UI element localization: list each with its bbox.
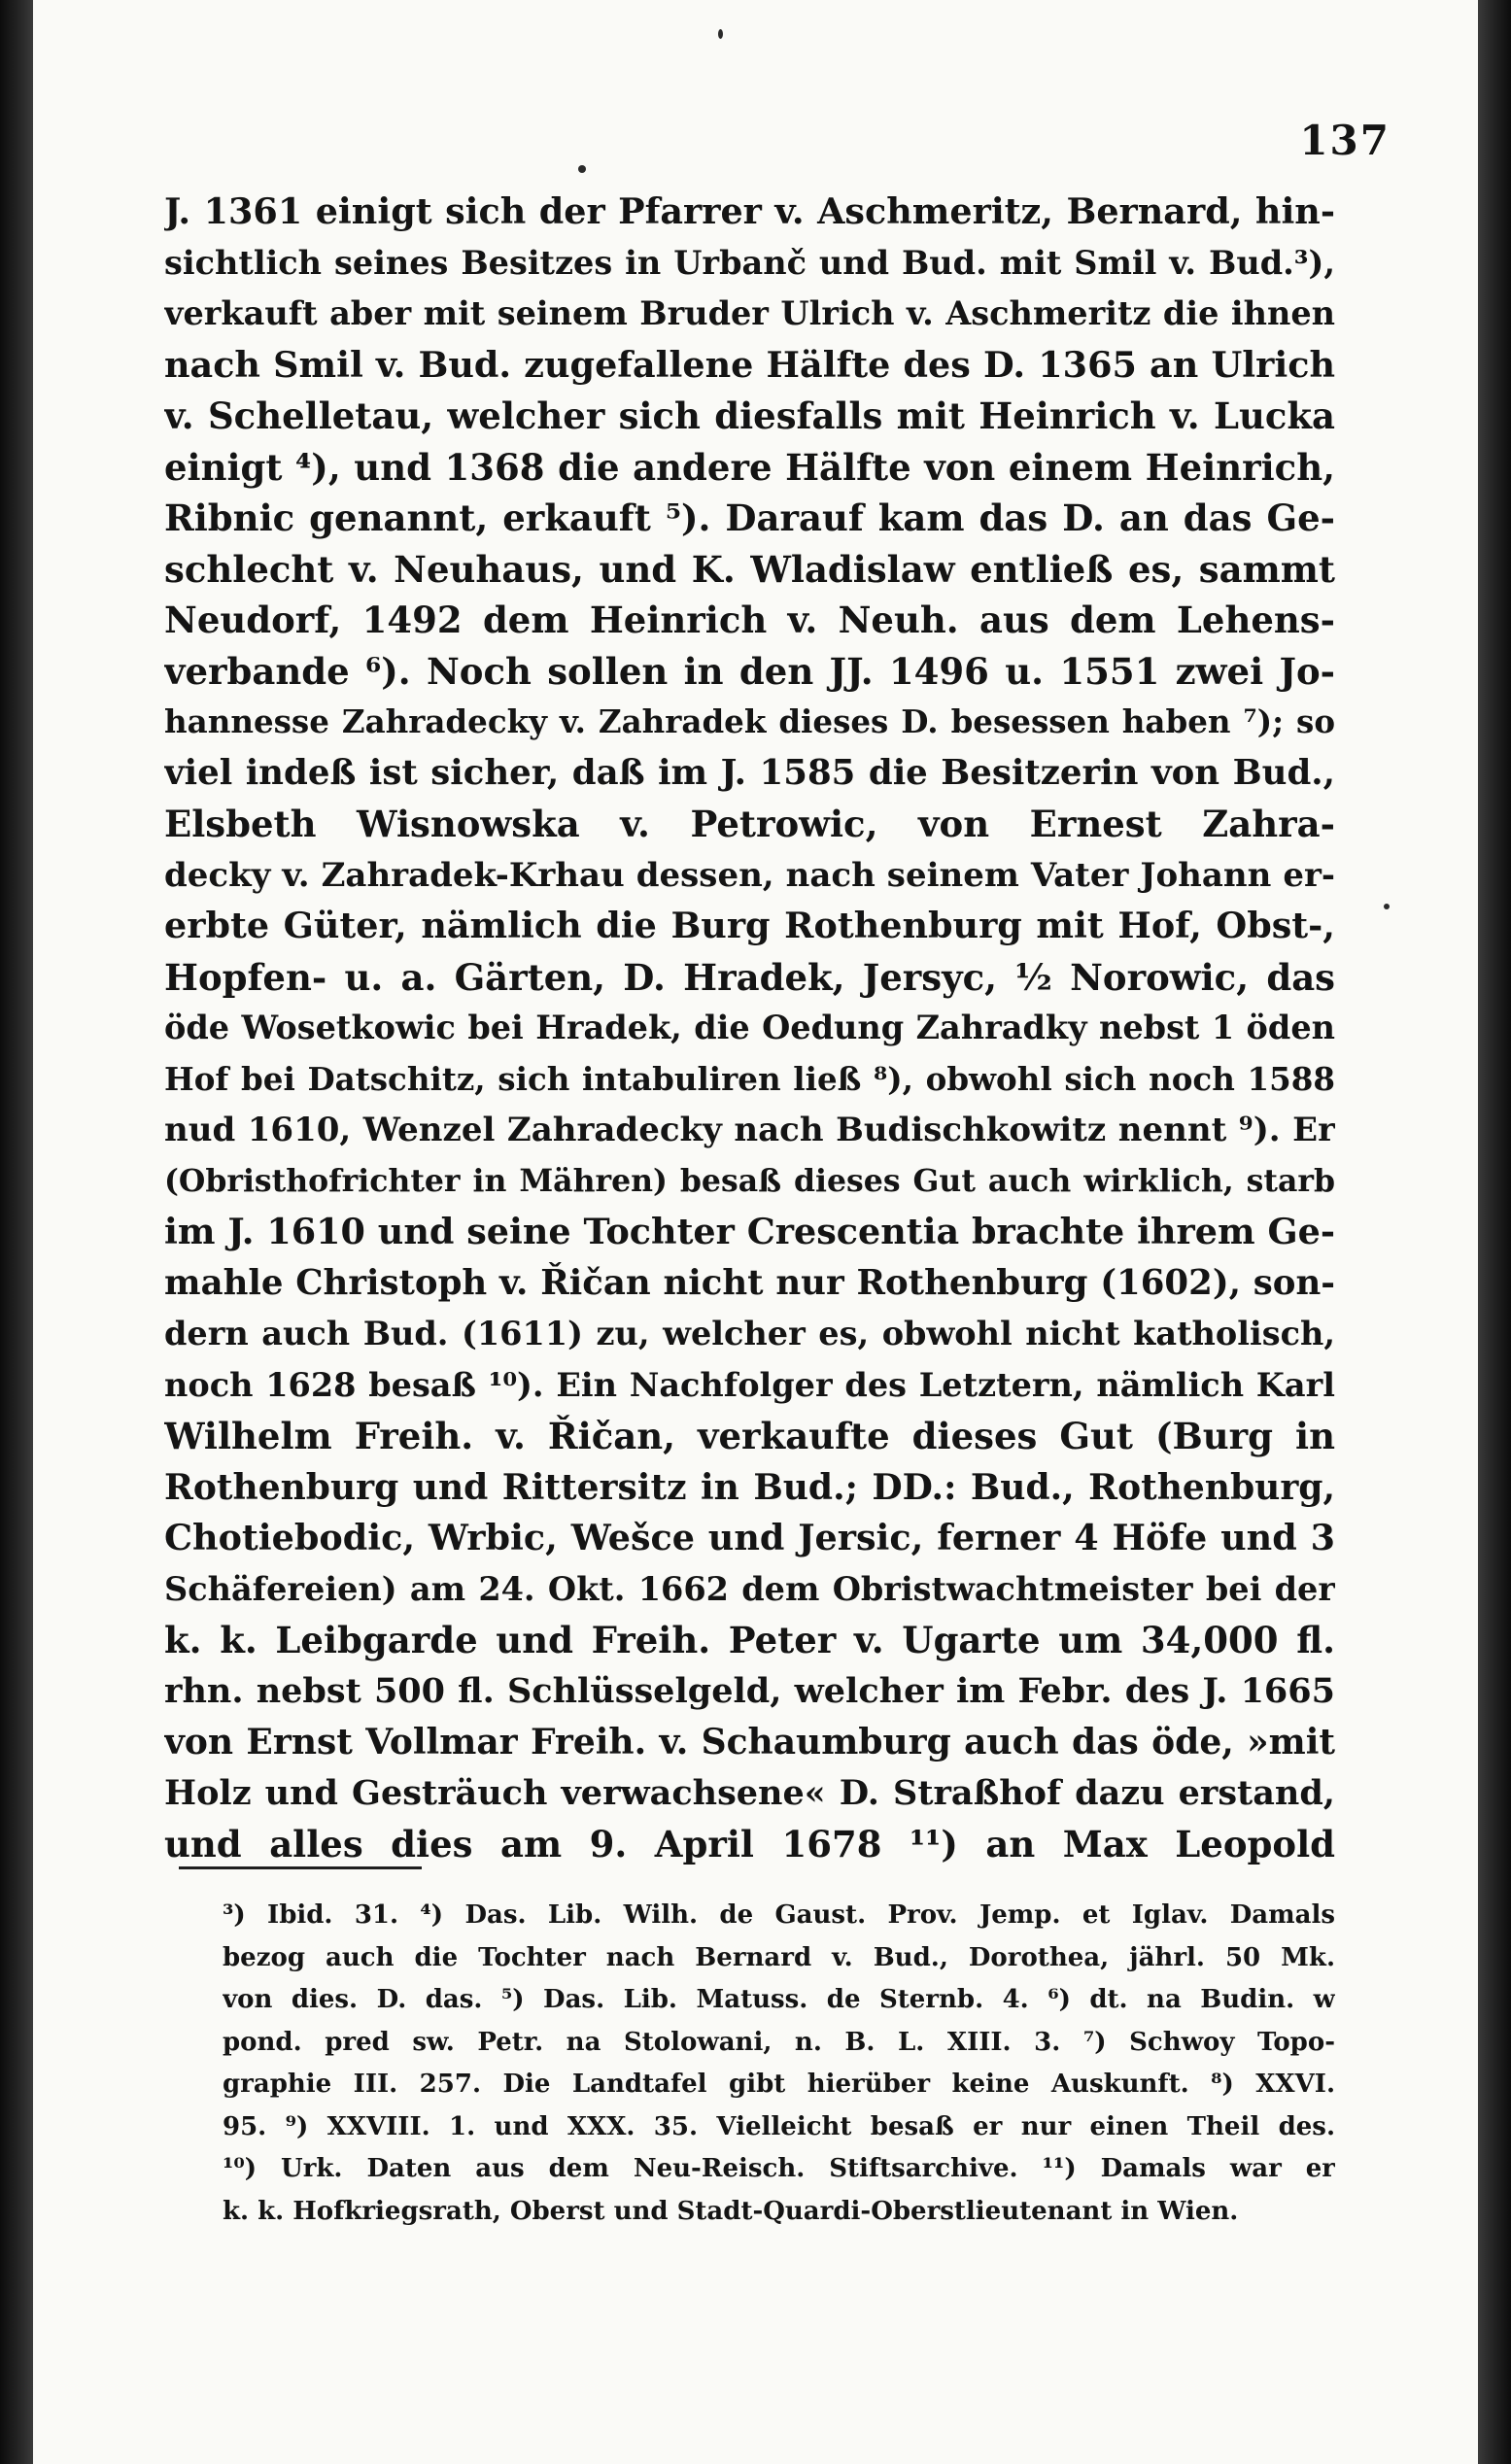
text-line: dern auch Bud. (1611) zu, welcher es, obwohl nicht katholisch,	[164, 1315, 1335, 1352]
footnote-line: bezog auch die Tochter nach Bernard v. Bud., Dorothea, jährl. 50 Mk.	[223, 1942, 1335, 1972]
text-line: J. 1361 einigt sich der Pfarrer v. Aschmeritz, Bernard, hin-	[164, 190, 1335, 232]
text-line: erbte Güter, nämlich die Burg Rothenburg mit Hof, Obst-,	[164, 905, 1335, 946]
footnote-line: ¹⁰) Urk. Daten aus dem Neu-Reisch. Stiftsarchive. ¹¹) Damals war er	[223, 2154, 1335, 2183]
text-line: öde Wosetkowic bei Hradek, die Oedung Zahradky nebst 1 öden	[164, 1009, 1335, 1046]
text-line: Ribnic genannt, erkauft ⁵). Darauf kam das D. an das Ge-	[164, 496, 1335, 539]
text-line: noch 1628 besaß ¹⁰). Ein Nachfolger des Letztern, nämlich Karl	[164, 1365, 1335, 1404]
book-page	[33, 0, 1478, 2464]
footnote-divider	[179, 1866, 422, 1869]
text-line: schlecht v. Neuhaus, und K. Wladislaw entließ es, sammt	[164, 547, 1335, 591]
text-line: Holz und Gesträuch verwachsene« D. Straßhof dazu erstand,	[164, 1772, 1335, 1813]
text-line: rhn. nebst 500 fl. Schlüsselgeld, welcher im Febr. des J. 1665	[164, 1670, 1335, 1711]
page-number: 137	[1299, 117, 1391, 164]
footnote-line: graphie III. 257. Die Landtafel gibt hierüber keine Auskunft. ⁸) XXVI.	[223, 2070, 1335, 2099]
text-line: Chotiebodic, Wrbic, Wešce und Jersic, ferner 4 Höfe und 3	[164, 1517, 1335, 1558]
text-line: nach Smil v. Bud. zugefallene Hälfte des D. 1365 an Ulrich	[164, 343, 1335, 386]
text-line: mahle Christoph v. Řičan nicht nur Rothenburg (1602), son-	[164, 1262, 1335, 1303]
body-text	[164, 187, 1335, 1870]
text-line: verbande ⁶). Noch sollen in den JJ. 1496 u. 1551 zwei Jo-	[164, 649, 1335, 693]
footnote-line: von dies. D. das. ⁵) Das. Lib. Matuss. de Sternb. 4. ⁶) dt. na Budin. w	[223, 1985, 1335, 2014]
text-line: hannesse Zahradecky v. Zahradek dieses D. besessen haben ⁷); so	[164, 702, 1335, 740]
text-line: Hof bei Datschitz, sich intabuliren ließ ⁸), obwohl sich noch 1588	[164, 1059, 1335, 1098]
text-line: von Ernst Vollmar Freih. v. Schaumburg auch das öde, »mit	[164, 1722, 1335, 1762]
text-line: Wilhelm Freih. v. Řičan, verkaufte dieses Gut (Burg in	[164, 1415, 1335, 1457]
text-line: viel indeß ist sicher, daß im J. 1585 die Besitzerin von Bud.,	[164, 752, 1335, 793]
text-line: decky v. Zahradek-Krhau dessen, nach seinem Vater Johann er-	[164, 855, 1335, 895]
footnote-line: k. k. Hofkriegsrath, Oberst und Stadt-Quardi-Oberstlieutenant in Wien.	[223, 2196, 1239, 2226]
scan-left-edge	[0, 0, 33, 2464]
footnote-line: ³) Ibid. 31. ⁴) Das. Lib. Wilh. de Gaust. Prov. Jemp. et Iglav. Damals	[223, 1900, 1335, 1930]
text-line: Schäfereien) am 24. Okt. 1662 dem Obristwachtmeister bei der	[164, 1569, 1335, 1608]
text-line: (Obristhofrichter in Mähren) besaß dieses Gut auch wirklich, starb	[164, 1162, 1335, 1199]
ink-speck	[718, 29, 723, 39]
text-line: einigt ⁴), und 1368 die andere Hälfte von einem Heinrich,	[164, 445, 1335, 489]
ink-speck	[578, 165, 586, 173]
text-line: Neudorf, 1492 dem Heinrich v. Neuh. aus dem Lehens-	[164, 599, 1335, 641]
text-line: k. k. Leibgarde und Freih. Peter v. Ugarte um 34,000 fl.	[164, 1619, 1335, 1661]
text-line: v. Schelletau, welcher sich diesfalls mit Heinrich v. Lucka	[164, 394, 1335, 437]
text-line: im J. 1610 und seine Tochter Crescentia brachte ihrem Ge-	[164, 1211, 1335, 1252]
text-line: nud 1610, Wenzel Zahradecky nach Budischkowitz nennt ⁹). Er	[164, 1111, 1335, 1149]
text-line: sichtlich seines Besitzes in Urbanč und Bud. mit Smil v. Bud.³),	[164, 243, 1335, 282]
ink-speck	[1384, 904, 1390, 909]
text-line: Rothenburg und Rittersitz in Bud.; DD.: Bud., Rothenburg,	[164, 1466, 1335, 1508]
text-line: Hopfen- u. a. Gärten, D. Hradek, Jersyc, ½ Norowic, das	[164, 955, 1335, 999]
scan-right-edge	[1478, 0, 1511, 2464]
text-line: Elsbeth Wisnowska v. Petrowic, von Ernest Zahra-	[164, 803, 1335, 845]
footnotes	[223, 1895, 1335, 2233]
footnote-line: 95. ⁹) XXVIII. 1. und XXX. 35. Vielleicht besaß er nur einen Theil des.	[223, 2111, 1335, 2141]
text-line: verkauft aber mit seinem Bruder Ulrich v. Aschmeritz die ihnen	[164, 294, 1335, 332]
text-line: und alles dies am 9. April 1678 ¹¹) an Max Leopold	[164, 1823, 1335, 1865]
footnote-line: pond. pred sw. Petr. na Stolowani, n. B. L. XIII. 3. ⁷) Schwoy Topo-	[223, 2027, 1335, 2057]
